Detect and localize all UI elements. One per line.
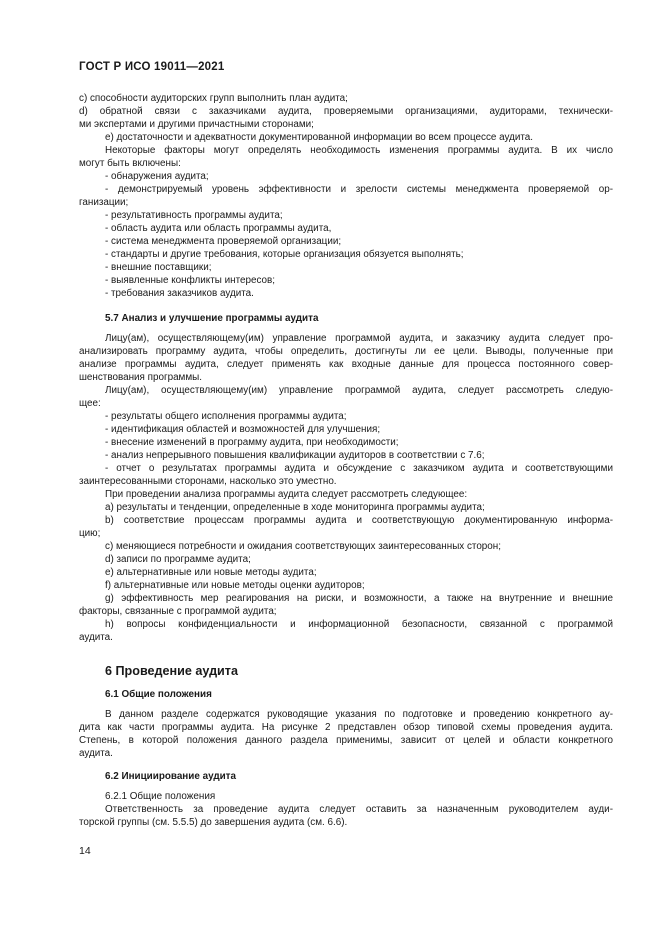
text-line: - обнаружения аудита; xyxy=(105,171,209,182)
subsection-heading-6-2-1: 6.2.1 Общие положения xyxy=(105,791,216,802)
text-line: При проведении анализа программы аудита следует рассмотреть следующее: xyxy=(105,489,468,500)
text-line: анализировать программу аудита, чтобы определить, достигнуты ли ее цели. Выводы, полученные при xyxy=(79,346,613,357)
text-line: - стандарты и другие требования, которые организация обязуется выполнять; xyxy=(105,249,464,260)
text-line: - область аудита или область программы аудита, xyxy=(105,223,332,234)
text-line: ми экспертами и другими причастными сторонами; xyxy=(79,119,314,130)
text-line: Лицу(ам), осуществляющему(им) управление программой аудита, и заказчику аудита следует про- xyxy=(105,333,613,344)
section-heading-6-1: 6.1 Общие положения xyxy=(105,689,212,700)
text-line: c) меняющиеся потребности и ожидания соответствующих заинтересованных сторон; xyxy=(105,541,501,552)
text-line: шенствования программы. xyxy=(79,372,202,383)
chapter-heading-6: 6 Проведение аудита xyxy=(105,664,238,678)
text-line: - результативность программы аудита; xyxy=(105,210,283,221)
text-line: Степень, в которой положения данного раздела применимы, зависит от целей и области конкретного xyxy=(79,735,613,746)
page-number: 14 xyxy=(79,845,91,857)
text-line: ганизации; xyxy=(79,197,129,208)
text-line: - внесение изменений в программу аудита, при необходимости; xyxy=(105,437,399,448)
text-line: В данном разделе содержатся руководящие указания по подготовке и проведению конкретного ау- xyxy=(105,709,613,720)
text-line: h) вопросы конфиденциальности и информационной безопасности, связанной с программой xyxy=(105,619,613,630)
text-line: e) достаточности и адекватности документированной информации во всем процессе аудита. xyxy=(105,132,534,143)
text-line: - выявленные конфликты интересов; xyxy=(105,275,275,286)
text-line: - идентификация областей и возможностей для улучшения; xyxy=(105,424,381,435)
text-line: Лицу(ам), осуществляющему(им) управление программой аудита, следует рассмотреть следую- xyxy=(105,385,613,396)
text-line: цию; xyxy=(79,528,101,539)
text-line: факторы, связанные с программой аудита; xyxy=(79,606,277,617)
text-line: аудита. xyxy=(79,632,113,643)
text-line: аудита. xyxy=(79,748,113,759)
text-line: анализе программы аудита, следует применять как входные данные для процесса постоянного совер- xyxy=(79,359,613,370)
text-line: могут быть включены: xyxy=(79,158,181,169)
text-line: d) записи по программе аудита; xyxy=(105,554,251,565)
text-line: - система менеджмента проверяемой организации; xyxy=(105,236,342,247)
text-line: - демонстрируемый уровень эффективности и зрелости системы менеджмента проверяемой ор- xyxy=(105,184,613,195)
text-line: - результаты общего исполнения программы аудита; xyxy=(105,411,347,422)
section-heading-5-7: 5.7 Анализ и улучшение программы аудита xyxy=(105,313,319,324)
text-line: d) обратной связи с заказчиками аудита, проверяемыми организациями, аудиторами, технически- xyxy=(79,106,613,117)
text-line: щее: xyxy=(79,398,101,409)
text-line: a) результаты и тенденции, определенные в ходе мониторинга программы аудита; xyxy=(105,502,485,513)
text-line: - внешние поставщики; xyxy=(105,262,212,273)
text-line: c) способности аудиторских групп выполнить план аудита; xyxy=(79,93,348,104)
text-line: Ответственность за проведение аудита следует оставить за назначенным руководителем ауди- xyxy=(105,804,613,815)
text-line: - требования заказчиков аудита. xyxy=(105,288,254,299)
running-header: ГОСТ Р ИСО 19011—2021 xyxy=(79,61,225,73)
text-line: f) альтернативные или новые методы оценки аудиторов; xyxy=(105,580,365,591)
text-line: - анализ непрерывного повышения квалификации аудиторов в соответствии с 7.6; xyxy=(105,450,485,461)
text-line: - отчет о результатах программы аудита и обсуждение с заказчиком аудита и соответствующими xyxy=(105,463,613,474)
section-heading-6-2: 6.2 Инициирование аудита xyxy=(105,771,236,782)
text-line: Некоторые факторы могут определять необходимость изменения программы аудита. В их число xyxy=(105,145,613,156)
text-line: дита как части программы аудита. На рисунке 2 представлен обзор типовой схемы проведения аудита. xyxy=(79,722,613,733)
text-line: b) соответствие процессам программы аудита и соответствующую документированную информа- xyxy=(105,515,613,526)
text-line: e) альтернативные или новые методы аудита; xyxy=(105,567,317,578)
text-line: g) эффективность мер реагирования на риски, и возможности, а также на внутренние и внешние xyxy=(105,593,613,604)
text-line: заинтересованными сторонами, насколько это уместно. xyxy=(79,476,337,487)
text-line: торской группы (см. 5.5.5) до завершения аудита (см. 6.6). xyxy=(79,817,348,828)
